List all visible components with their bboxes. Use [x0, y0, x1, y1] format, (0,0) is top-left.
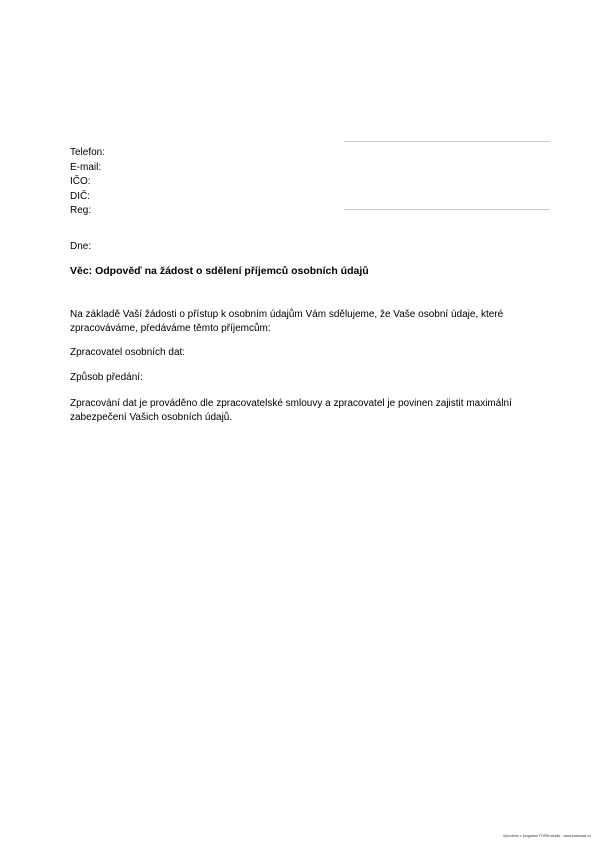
transfer-method-label: Způsob předání:	[70, 372, 143, 383]
reg-label: Reg:	[70, 205, 92, 216]
contact-block	[70, 146, 105, 219]
address-block-top-rule	[344, 141, 550, 142]
phone-label: Telefon:	[70, 147, 106, 158]
security-paragraph: Zpracování dat je prováděno dle zpracovatelské smlouvy a zpracovatel je povinen zajistit maximální zabezpečení Vašich osobních údajů.	[70, 398, 512, 423]
date-label: Dne:	[70, 241, 92, 252]
footer-note: Vytvořeno v programu FORM studio - www.kastrowa.cz	[502, 834, 591, 838]
email-label: E-mail:	[70, 161, 102, 173]
subject-heading: Věc: Odpověď na žádost o sdělení příjemců osobních údajů	[70, 265, 369, 277]
processor-label: Zpracovatel osobních dat:	[70, 347, 186, 358]
intro-paragraph: Na základě Vaší žádosti o přístup k osobním údajům Vám sdělujeme, že Vaše osobní údaje, které zpracováváme, předáváme těmto příjemcům:	[70, 309, 504, 334]
address-block-bottom-rule	[344, 209, 550, 210]
ico-label: IČO:	[70, 176, 91, 187]
dic-label: DIČ:	[70, 190, 90, 202]
